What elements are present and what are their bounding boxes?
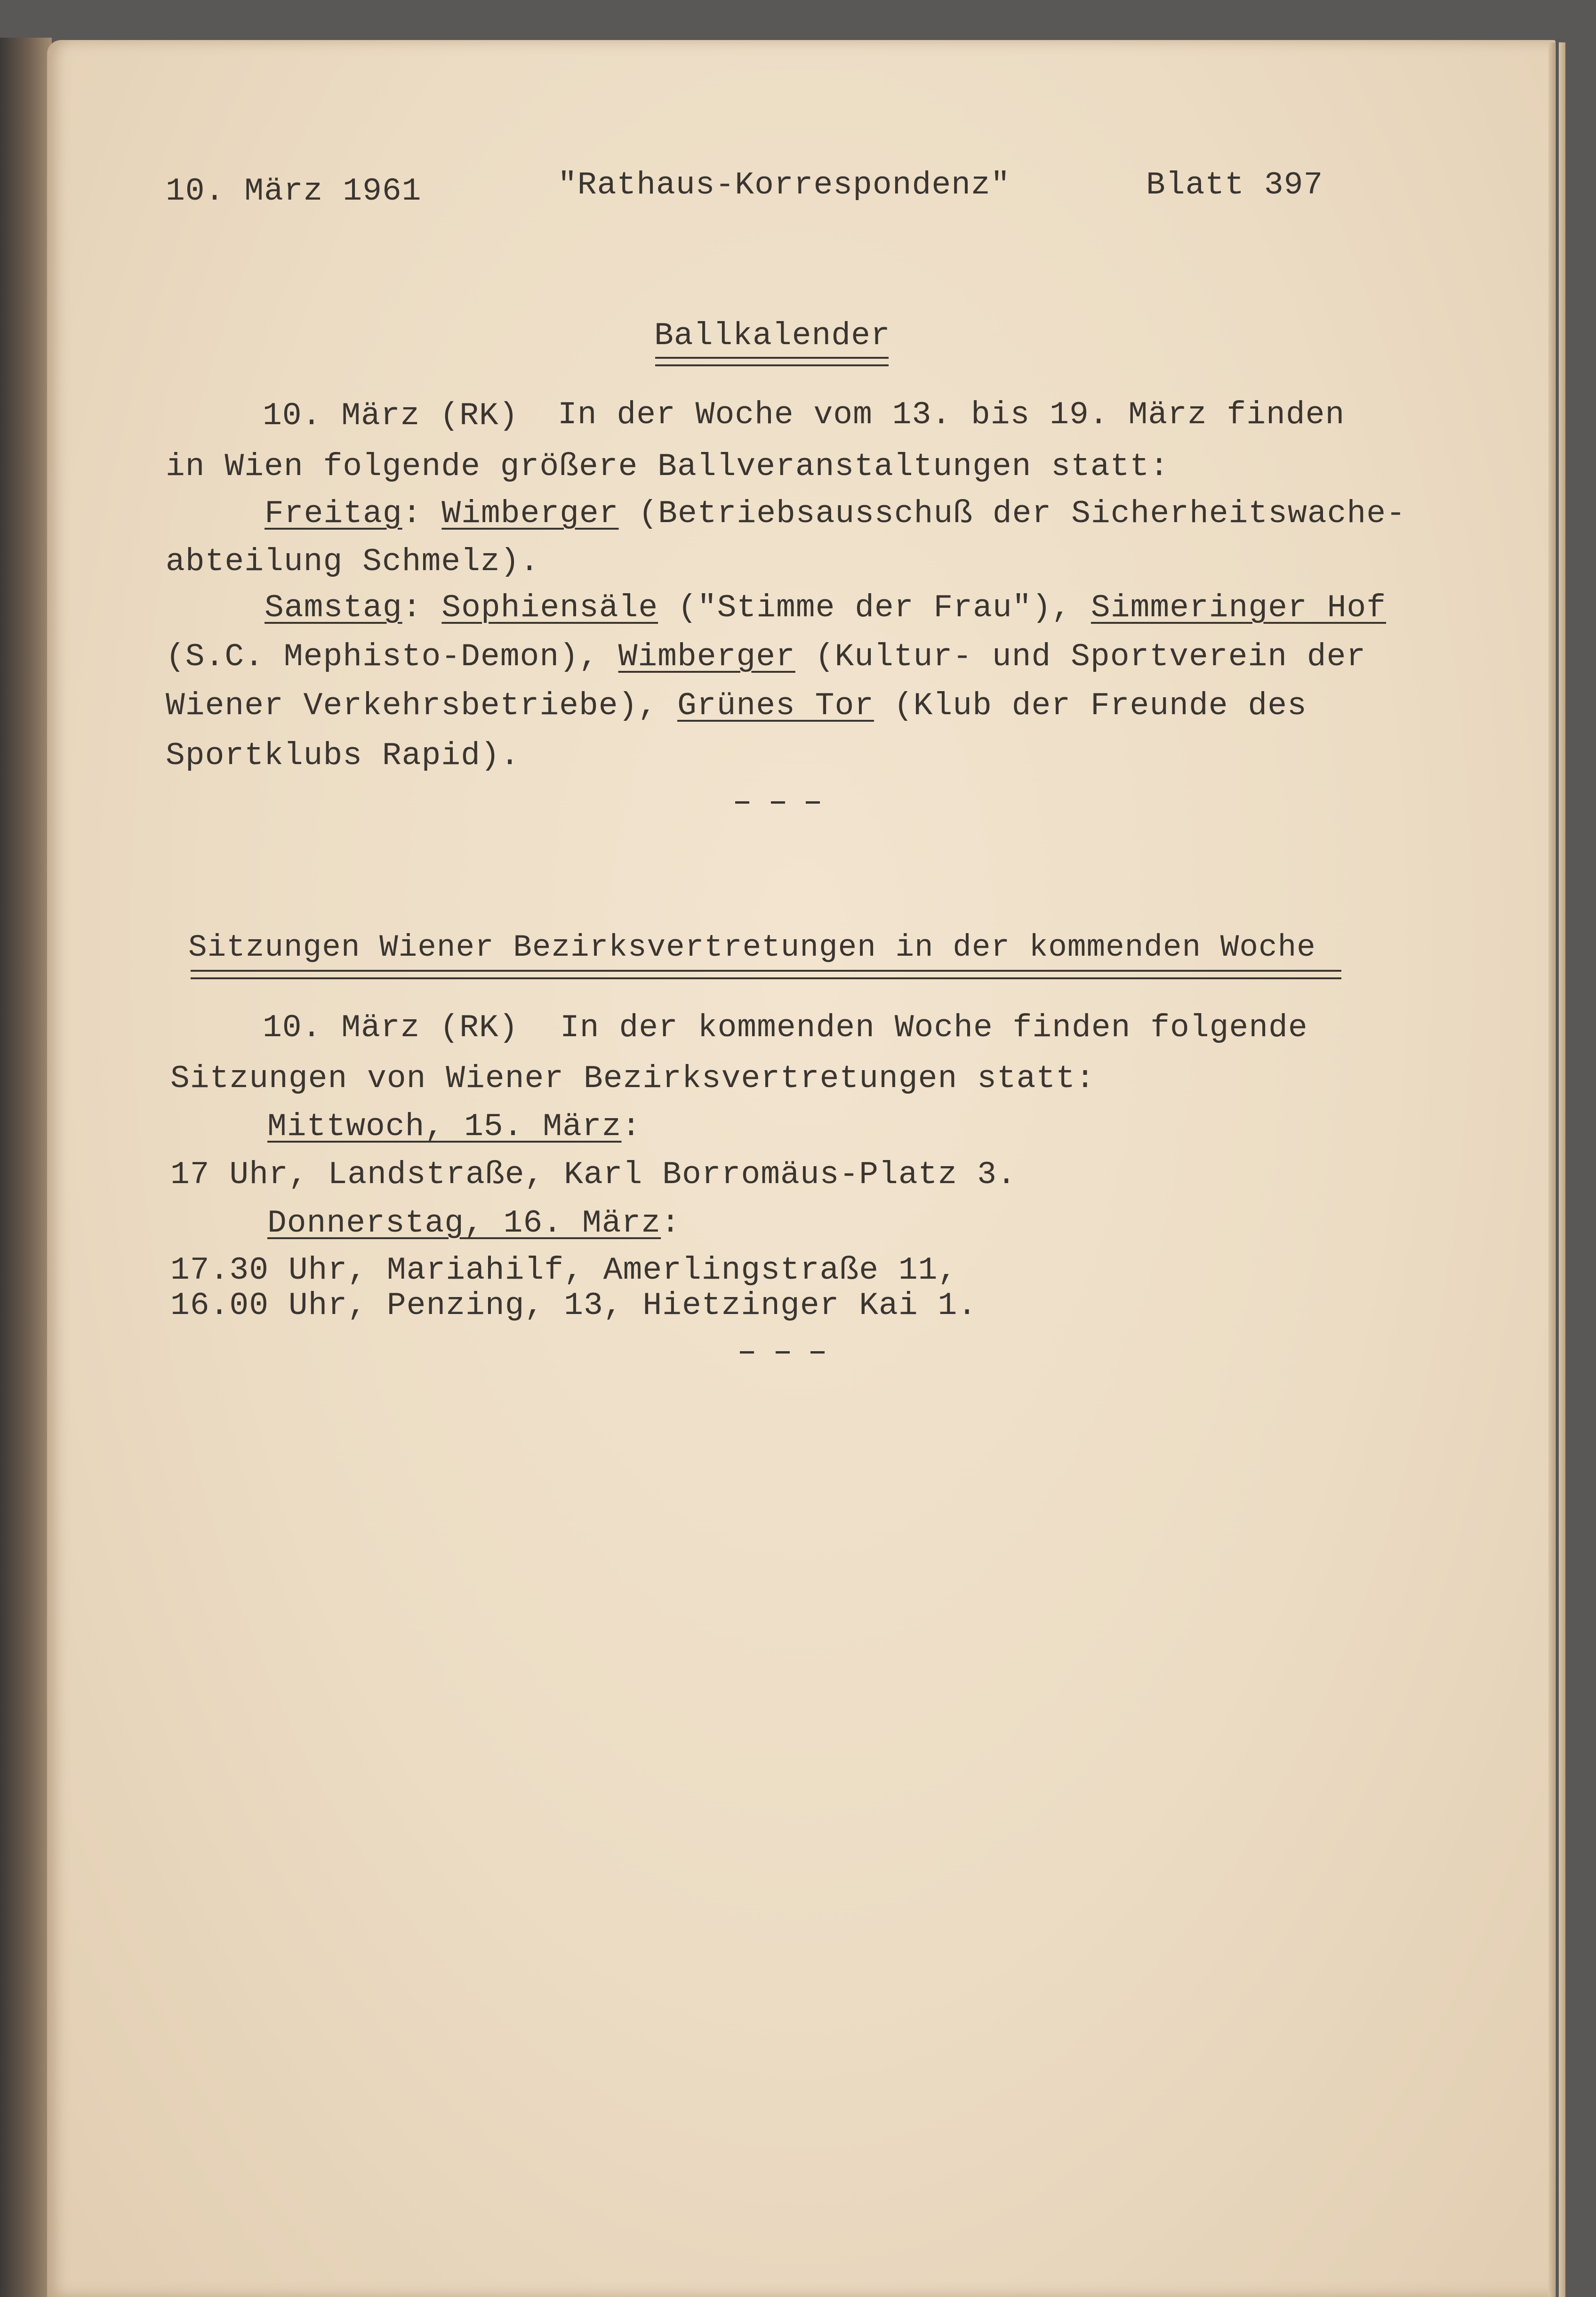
saturday-label: Samstag — [265, 590, 402, 626]
thursday-heading: Donnerstag, 16. März — [267, 1205, 661, 1241]
section-end-dashes — [735, 801, 829, 804]
header-sheet-number: Blatt 397 — [1146, 167, 1323, 203]
saturday-description: (Klub der Freunde des — [874, 688, 1307, 724]
page-edge — [1548, 42, 1555, 2297]
dash-mark — [810, 1351, 825, 1354]
colon: : — [402, 496, 422, 532]
sessions-lead-text: In der kommenden Woche finden folgende — [560, 1010, 1308, 1046]
friday-label: Freitag — [265, 496, 402, 532]
session-entry: 17 Uhr, Landstraße, Karl Borromäus-Platz 3. — [170, 1157, 1017, 1193]
colon: : — [621, 1109, 642, 1145]
session-entry: 17.30 Uhr, Mariahilf, Amerlingstraße 11, — [170, 1252, 958, 1289]
sessions-lead-text: Sitzungen von Wiener Bezirksvertretungen statt: — [170, 1061, 1095, 1097]
colon: : — [661, 1205, 681, 1241]
friday-continuation: abteilung Schmelz). — [166, 544, 540, 580]
venue-wimberger: Wimberger — [441, 496, 619, 532]
header-publication: "Rathaus-Korrespondenz" — [558, 167, 1011, 203]
colon: : — [402, 590, 422, 626]
title-double-rule — [655, 357, 889, 366]
dash-mark — [776, 1351, 790, 1354]
dash-mark — [771, 801, 785, 804]
wednesday-heading-line — [267, 1111, 641, 1143]
dash-mark — [740, 1351, 754, 1354]
venue-sophiensaele: Sophiensäle — [441, 590, 658, 626]
venue-simmeringer-hof: Simmeringer Hof — [1091, 590, 1387, 626]
venue-wimberger: Wimberger — [618, 639, 795, 675]
section-end-dashes — [740, 1351, 834, 1354]
dash-mark — [735, 801, 749, 804]
title-double-rule — [191, 970, 1341, 979]
saturday-line — [166, 690, 1307, 722]
saturday-line — [265, 592, 1386, 624]
saturday-continuation: Sportklubs Rapid). — [166, 738, 520, 774]
ball-lead-dateline: 10. März (RK) — [263, 398, 519, 434]
header-date: 10. März 1961 — [166, 173, 422, 210]
dash-mark — [806, 801, 820, 804]
saturday-description: ("Stimme der Frau"), — [658, 590, 1091, 626]
district-sessions-title: Sitzungen Wiener Bezirksvertretungen in der kommenden Woche — [188, 930, 1316, 965]
thursday-heading-line — [267, 1205, 681, 1241]
session-entry: 16.00 Uhr, Penzing, 13, Hietzinger Kai 1. — [170, 1288, 978, 1324]
ball-lead-text: In der Woche vom 13. bis 19. März finden — [558, 397, 1345, 433]
sessions-lead-dateline: 10. März (RK) — [263, 1010, 519, 1046]
friday-line — [265, 498, 1406, 530]
saturday-description: (S.C. Mephisto-Demon), — [166, 639, 618, 675]
book-spine — [0, 38, 52, 2297]
friday-description: (Betriebsausschuß der Sicherheitswache- — [618, 496, 1406, 532]
ball-calendar-title: Ballkalender — [654, 318, 890, 354]
saturday-line — [166, 641, 1366, 673]
ball-lead-text: in Wien folgende größere Ballveranstaltungen statt: — [166, 449, 1170, 485]
page-edge — [1559, 42, 1565, 2297]
wednesday-heading: Mittwoch, 15. März — [267, 1109, 622, 1145]
saturday-description: (Kultur- und Sportverein der — [795, 639, 1366, 675]
venue-gruenes-tor: Grünes Tor — [677, 688, 874, 724]
saturday-description: Wiener Verkehrsbetriebe), — [166, 688, 677, 724]
